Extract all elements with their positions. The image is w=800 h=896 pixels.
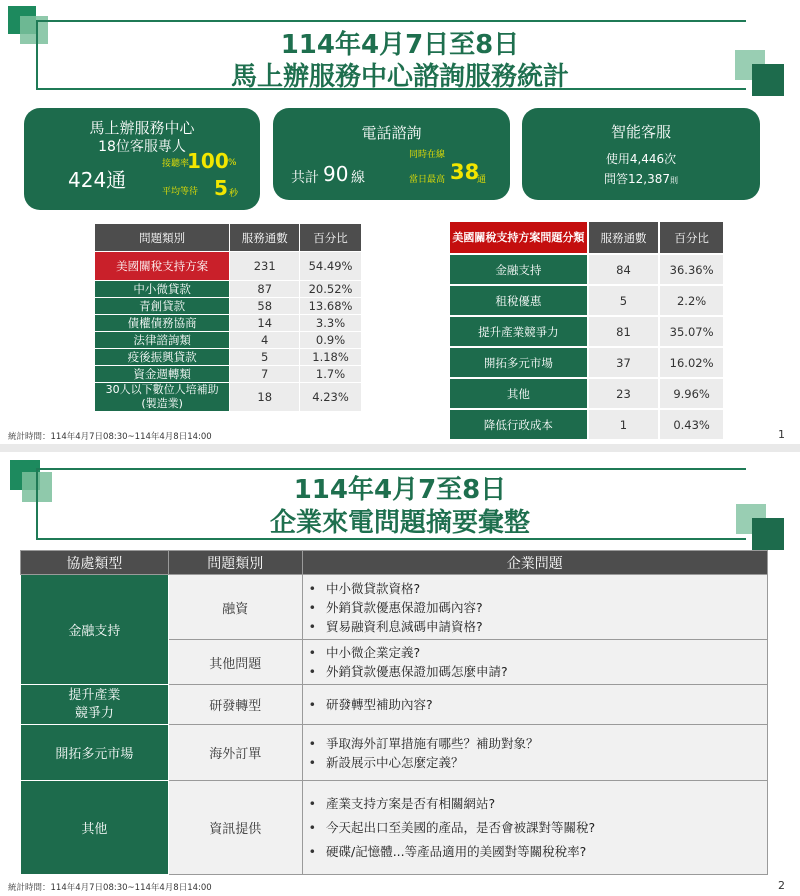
row-count: 81 xyxy=(588,316,659,347)
row-percent: 2.2% xyxy=(659,285,724,316)
header-count: 服務通數 xyxy=(588,221,659,254)
row-count: 231 xyxy=(230,252,300,281)
row-category: 美國關稅支持方案 xyxy=(95,252,230,281)
question-category-cell: 海外訂單 xyxy=(168,725,302,781)
stats-time-footer: 統計時間：114年4月7日08:30~114年4月8日14:00 xyxy=(8,432,212,442)
stats-time-footer: 統計時間：114年4月7日08:30~114年4月8日14:00 xyxy=(8,883,212,893)
smart-service-qa-unit: 則 xyxy=(670,176,678,185)
table-row xyxy=(21,575,768,640)
row-category: 資金週轉類 xyxy=(95,366,230,383)
header-category: 問題類別 xyxy=(95,224,230,252)
row-percent: 35.07% xyxy=(659,316,724,347)
row-category: 30人以下數位人培補助 (製造業) xyxy=(95,383,230,412)
row-category: 債權債務協商 xyxy=(95,315,230,332)
table-row xyxy=(449,316,724,347)
question-item: • 產業支持方案是否有相關網站? xyxy=(309,792,767,816)
row-percent: 4.23% xyxy=(300,383,362,412)
table-row xyxy=(95,349,362,366)
table-row xyxy=(21,725,768,781)
header-question-category: 問題類別 xyxy=(168,551,302,575)
table-row xyxy=(95,281,362,298)
row-category: 提升產業競爭力 xyxy=(449,316,588,347)
online-label-2: 當日最高 xyxy=(409,175,446,185)
row-category: 中小微貸款 xyxy=(95,281,230,298)
header-percent: 百分比 xyxy=(659,221,724,254)
phone-consult-card xyxy=(273,108,510,200)
phone-total-label: 共計 xyxy=(291,170,319,186)
table-row xyxy=(21,685,768,725)
row-percent: 3.3% xyxy=(300,315,362,332)
question-item: • 中小微企業定義? xyxy=(309,643,767,662)
question-category-cell: 研發轉型 xyxy=(168,685,302,725)
row-percent: 9.96% xyxy=(659,378,724,409)
table-row xyxy=(95,252,362,281)
row-percent: 0.9% xyxy=(300,332,362,349)
row-percent: 1.7% xyxy=(300,366,362,383)
row-percent: 36.36% xyxy=(659,254,724,285)
row-percent: 1.18% xyxy=(300,349,362,366)
row-category: 金融支持 xyxy=(449,254,588,285)
row-count: 84 xyxy=(588,254,659,285)
questions-cell xyxy=(302,575,767,640)
header-enterprise-question: 企業問題 xyxy=(302,551,767,575)
assist-type-cell: 提升產業 競爭力 xyxy=(21,685,169,725)
row-count: 23 xyxy=(588,378,659,409)
question-item: • 外銷貸款優惠保證加碼怎麼申請? xyxy=(309,662,767,681)
service-center-calls: 424通 xyxy=(68,168,127,192)
row-percent: 54.49% xyxy=(300,252,362,281)
question-item: • 貿易融資利息減碼申請資格? xyxy=(309,617,767,636)
page-title-line2: 企業來電問題摘要彙整 xyxy=(269,508,530,538)
question-item: • 外銷貸款優惠保證加碼內容? xyxy=(309,598,767,617)
table-row xyxy=(449,409,724,440)
header-assist-type: 協處類型 xyxy=(21,551,169,575)
tariff-category-table xyxy=(448,220,725,441)
phone-consult-title: 電話諮詢 xyxy=(361,124,422,142)
row-category: 開拓多元市場 xyxy=(449,347,588,378)
slide-2 xyxy=(0,452,800,896)
question-item: • 爭取海外訂單措施有哪些？補助對象？ xyxy=(309,734,767,753)
smart-service-card xyxy=(522,108,760,200)
row-count: 58 xyxy=(230,298,300,315)
row-percent: 13.68% xyxy=(300,298,362,315)
slide-1 xyxy=(0,0,800,444)
table-row xyxy=(449,347,724,378)
page-title-line1: 114年4月7日至8日 xyxy=(280,30,520,60)
row-count: 87 xyxy=(230,281,300,298)
online-max-value: 38 xyxy=(450,160,480,184)
table-row xyxy=(21,781,768,875)
answer-rate-unit: % xyxy=(228,158,237,168)
row-count: 7 xyxy=(230,366,300,383)
page-title-line1: 114年4月7至8日 xyxy=(293,475,507,505)
row-count: 14 xyxy=(230,315,300,332)
header-tariff-category: 美國關稅支持方案問題分類 xyxy=(449,221,588,254)
smart-service-qa-text: 問答12,387 xyxy=(604,172,670,186)
question-item: • 今天起出口至美國的產品，是否會被課對等關稅? xyxy=(309,816,767,840)
service-center-card xyxy=(24,108,260,210)
questions-cell xyxy=(302,781,767,875)
row-category: 疫後振興貸款 xyxy=(95,349,230,366)
question-item: • 中小微貸款資格? xyxy=(309,579,767,598)
avg-wait-unit: 秒 xyxy=(229,189,239,199)
header-percent: 百分比 xyxy=(300,224,362,252)
row-count: 1 xyxy=(588,409,659,440)
row-count: 18 xyxy=(230,383,300,412)
answer-rate-value: 100 xyxy=(187,149,229,173)
question-category-cell: 資訊提供 xyxy=(168,781,302,875)
question-category-cell: 融資 xyxy=(168,575,302,640)
page-number: 2 xyxy=(778,879,785,892)
row-category: 法律諮詢類 xyxy=(95,332,230,349)
table-row xyxy=(449,254,724,285)
row-count: 5 xyxy=(588,285,659,316)
page-number: 1 xyxy=(778,428,785,441)
row-count: 37 xyxy=(588,347,659,378)
phone-total-value: 90 xyxy=(323,162,349,186)
smart-service-qa xyxy=(522,170,760,187)
table-row xyxy=(449,285,724,316)
online-label-1: 同時在線 xyxy=(409,150,446,160)
row-category: 降低行政成本 xyxy=(449,409,588,440)
table-row xyxy=(449,378,724,409)
row-category: 其他 xyxy=(449,378,588,409)
row-category: 青創貸款 xyxy=(95,298,230,315)
row-percent: 20.52% xyxy=(300,281,362,298)
smart-service-title: 智能客服 xyxy=(610,123,671,141)
avg-wait-value: 5 xyxy=(214,176,228,200)
assist-type-cell: 其他 xyxy=(21,781,169,875)
question-item: • 硬碟/記憶體...等產品適用的美國對等關稅稅率? xyxy=(309,840,767,864)
row-count: 5 xyxy=(230,349,300,366)
online-max-unit: 通 xyxy=(477,175,487,185)
row-percent: 16.02% xyxy=(659,347,724,378)
question-item: • 新設展示中心怎麼定義？ xyxy=(309,753,767,772)
category-stats-table xyxy=(94,223,362,412)
row-percent: 0.43% xyxy=(659,409,724,440)
question-item: • 研發轉型補助內容? xyxy=(309,695,767,714)
service-center-title: 馬上辦服務中心 xyxy=(89,119,195,137)
question-category-cell: 其他問題 xyxy=(168,640,302,685)
table-row xyxy=(95,332,362,349)
questions-cell xyxy=(302,685,767,725)
avg-wait-label: 平均等待 xyxy=(162,187,199,197)
phone-total-unit: 線 xyxy=(351,170,365,186)
assist-type-cell: 開拓多元市場 xyxy=(21,725,169,781)
header-count: 服務通數 xyxy=(230,224,300,252)
table-row xyxy=(95,366,362,383)
smart-service-usage: 使用4,446次 xyxy=(605,152,677,166)
answer-rate-label: 接聽率 xyxy=(162,159,190,169)
table-row xyxy=(95,298,362,315)
table-row xyxy=(95,315,362,332)
table-row xyxy=(95,383,362,412)
row-category: 租稅優惠 xyxy=(449,285,588,316)
service-center-staff: 18位客服專人 xyxy=(98,139,186,155)
assist-type-cell: 金融支持 xyxy=(21,575,169,685)
questions-cell xyxy=(302,725,767,781)
questions-cell xyxy=(302,640,767,685)
row-count: 4 xyxy=(230,332,300,349)
enterprise-questions-table xyxy=(20,550,768,875)
page-title-line2: 馬上辦服務中心諮詢服務統計 xyxy=(230,62,569,92)
